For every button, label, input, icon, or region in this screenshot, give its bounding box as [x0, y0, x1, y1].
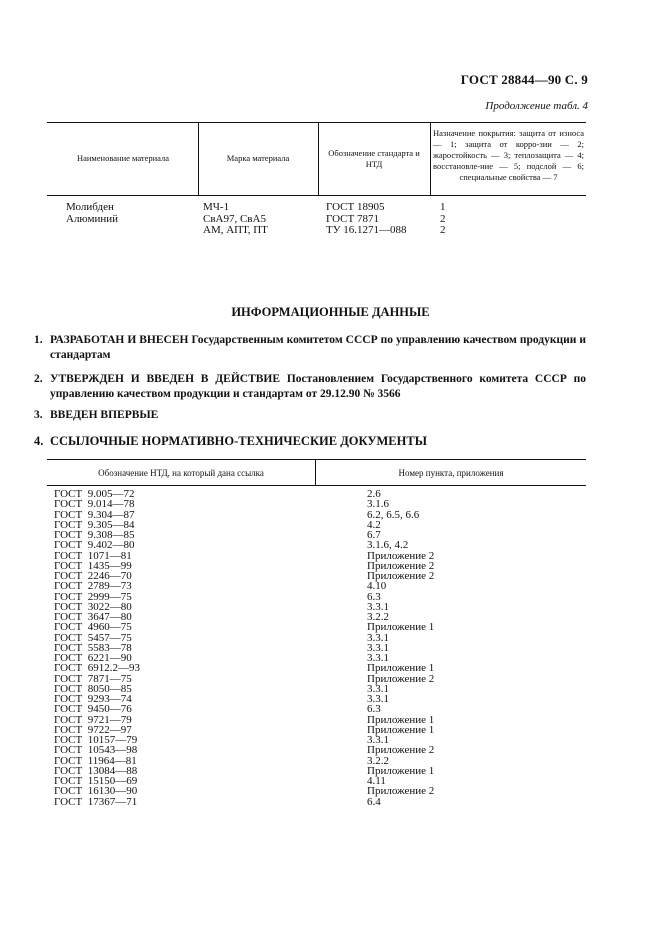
info-item-lead: РАЗРАБОТАН И ВНЕСЕН	[50, 334, 189, 346]
cell-document: ГОСТ 3022—80	[54, 600, 132, 613]
cell-clause: 6.7	[367, 529, 381, 541]
cell-clause: Приложение 2	[367, 672, 435, 685]
cell-grade: МЧ-1	[203, 201, 230, 213]
cell-clause: 3.1.6	[367, 498, 389, 511]
info-item-lead: ВВЕДЕН ВПЕРВЫЕ	[50, 409, 159, 421]
cell-clause: Приложение 2	[367, 549, 435, 562]
column-header-document: Обозначение НТД, на который дана ссылка	[98, 468, 264, 478]
cell-purpose: 2	[440, 224, 446, 237]
column-header-coating-purpose: Назначение покрытия: защита от износа — 1; защита от корро-зии — 2; жаростойкость — 3; теплозащита — 4; восстановле-ние — 5; подслой — 6; специальные свойства — 7	[433, 128, 584, 182]
document-code-header: ГОСТ 28844—90 С. 9	[460, 72, 588, 87]
table-header-rule	[47, 485, 586, 486]
cell-document: ГОСТ 11964—81	[54, 754, 137, 767]
cell-document: ГОСТ 16130—90	[54, 785, 138, 798]
cell-clause: 4.10	[367, 580, 387, 593]
column-header-standard: Обозначение стандарта и НТД	[328, 148, 420, 169]
cell-document: ГОСТ 10543—98	[54, 744, 138, 757]
cell-clause: 3.3.1	[367, 652, 389, 664]
cell-document: ГОСТ 5457—75	[54, 631, 132, 644]
cell-document: ГОСТ 2999—75	[54, 590, 132, 603]
cell-clause: 6.3	[367, 703, 381, 716]
info-item-lead: УТВЕРЖДЕН И ВВЕДЕН В ДЕЙСТВИЕ	[50, 373, 281, 385]
cell-clause: 3.2.2	[367, 611, 389, 623]
cell-clause: 4.11	[367, 775, 386, 787]
column-divider	[430, 122, 431, 195]
cell-clause: Приложение 1	[367, 723, 435, 736]
cell-purpose: 2	[440, 212, 446, 225]
cell-document: ГОСТ 5583—78	[54, 641, 132, 654]
cell-document: ГОСТ 2789—73	[54, 580, 132, 593]
cell-document: ГОСТ 9450—76	[54, 703, 132, 716]
info-section-title: ИНФОРМАЦИОННЫЕ ДАННЫЕ	[231, 305, 430, 319]
cell-document: ГОСТ 15150—69	[54, 775, 138, 787]
cell-document: ГОСТ 9.305—84	[54, 518, 135, 531]
cell-clause: 6.4	[367, 795, 381, 808]
cell-clause: 3.1.6, 4.2	[367, 539, 409, 552]
cell-document: ГОСТ 2246—70	[54, 570, 132, 582]
cell-clause: Приложение 2	[367, 744, 435, 757]
cell-document: ГОСТ 8050—85	[54, 682, 132, 695]
cell-material: Алюминий	[66, 212, 119, 225]
column-header-material-grade: Марка материала	[226, 153, 290, 163]
cell-clause: 3.3.1	[367, 693, 389, 705]
cell-document: ГОСТ 9.402—80	[54, 539, 135, 552]
cell-clause: 3.3.1	[367, 682, 389, 695]
info-item-text: Государственным комитетом СССР по управлению качеством продукции и стандартам	[50, 334, 586, 361]
cell-grade: СвА97, СвА5	[203, 212, 266, 225]
info-item-number: 1.	[34, 334, 43, 346]
cell-document: ГОСТ 9722—97	[54, 723, 132, 736]
column-divider	[318, 122, 319, 195]
info-item-number: 4.	[34, 434, 44, 448]
cell-clause: 2.6	[367, 488, 381, 500]
cell-document: ГОСТ 4960—75	[54, 621, 132, 634]
cell-clause: Приложение 1	[367, 621, 435, 634]
cell-clause: Приложение 1	[367, 713, 435, 726]
cell-clause: Приложение 2	[367, 559, 435, 572]
cell-document: ГОСТ 10157—79	[54, 734, 138, 746]
cell-purpose: 1	[440, 201, 446, 213]
cell-document: ГОСТ 9.304—87	[54, 508, 135, 521]
cell-clause: 3.3.1	[367, 734, 389, 746]
cell-clause: Приложение 2	[367, 785, 435, 798]
cell-clause: Приложение 1	[367, 662, 435, 675]
info-item-text: Постановлением Государственного комитета СССР по управлению качеством продукции и стандартам от 29.12.90 № 3566	[50, 373, 586, 400]
cell-standard: ГОСТ 18905	[326, 201, 385, 213]
cell-clause: 3.2.2	[367, 754, 389, 767]
cell-clause: 6.3	[367, 590, 381, 603]
column-divider	[198, 122, 199, 195]
table-top-rule	[47, 459, 586, 460]
info-item-number: 2.	[34, 373, 43, 385]
cell-document: ГОСТ 13084—88	[54, 764, 138, 777]
table-continuation-note: Продолжение табл. 4	[485, 100, 588, 112]
info-item	[34, 333, 586, 363]
table-header-rule	[47, 195, 586, 196]
info-item	[34, 408, 586, 423]
cell-document: ГОСТ 9.005—72	[54, 488, 135, 500]
table-top-rule	[47, 122, 586, 123]
cell-standard: ГОСТ 7871	[326, 212, 379, 225]
info-item-number: 3.	[34, 409, 43, 421]
cell-document: ГОСТ 6912.2—93	[54, 662, 140, 675]
info-item	[34, 434, 586, 449]
cell-document: ГОСТ 7871—75	[54, 672, 132, 685]
column-header-clause: Номер пункта, приложения	[398, 468, 504, 478]
column-header-material-name: Наименование материала	[76, 153, 170, 163]
cell-standard: ТУ 16.1271—088	[326, 224, 407, 237]
cell-clause: 4.2	[367, 518, 381, 531]
cell-document: ГОСТ 9721—79	[54, 713, 132, 726]
cell-document: ГОСТ 17367—71	[54, 795, 138, 808]
cell-material: Молибден	[66, 201, 114, 213]
cell-clause: 3.3.1	[367, 600, 389, 613]
cell-document: ГОСТ 6221—90	[54, 652, 132, 664]
cell-document: ГОСТ 9.308—85	[54, 529, 135, 541]
cell-clause: 3.3.1	[367, 641, 389, 654]
cell-clause: 3.3.1	[367, 631, 389, 644]
cell-document: ГОСТ 1071—81	[54, 549, 132, 562]
cell-grade: АМ, АПТ, ПТ	[203, 224, 268, 237]
cell-document: ГОСТ 9293—74	[54, 693, 132, 705]
cell-clause: Приложение 1	[367, 764, 435, 777]
column-divider	[315, 459, 316, 485]
cell-clause: 6.2, 6.5, 6.6	[367, 508, 420, 521]
info-item-lead: ССЫЛОЧНЫЕ НОРМАТИВНО-ТЕХНИЧЕСКИЕ ДОКУМЕНТЫ	[50, 434, 427, 448]
cell-clause: Приложение 2	[367, 570, 435, 582]
info-item	[34, 372, 586, 402]
cell-document: ГОСТ 1435—99	[54, 559, 132, 572]
cell-document: ГОСТ 3647—80	[54, 611, 132, 623]
cell-document: ГОСТ 9.014—78	[54, 498, 135, 511]
